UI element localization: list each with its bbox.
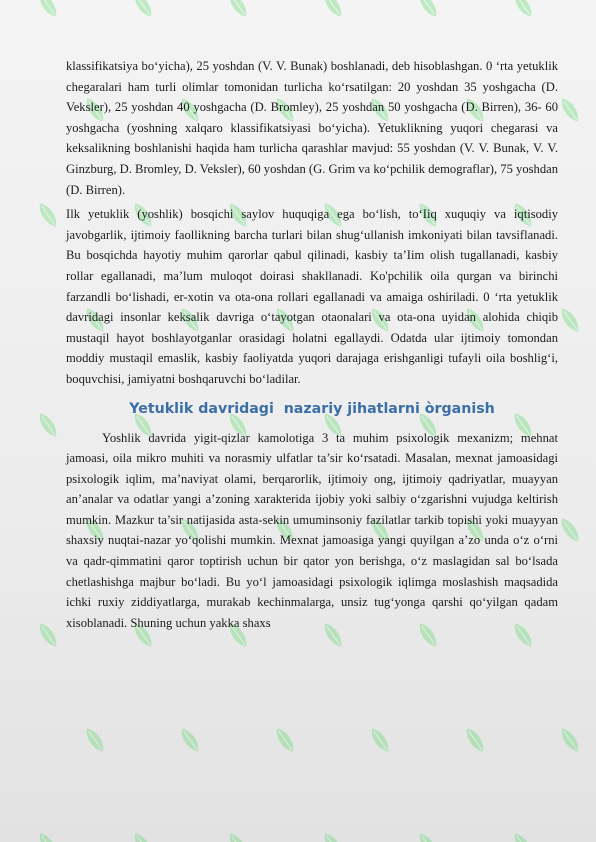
leaf-watermark-icon [460,723,490,757]
leaf-watermark-icon [555,723,585,757]
leaf-watermark-icon [33,408,63,442]
leaf-watermark-icon [318,0,348,22]
leaf-watermark-icon [508,828,538,842]
leaf-watermark-icon [508,0,538,22]
leaf-watermark-icon [33,618,63,652]
leaf-watermark-icon [33,198,63,232]
leaf-watermark-icon [128,828,158,842]
leaf-watermark-icon [33,0,63,22]
leaf-watermark-icon [223,828,253,842]
leaf-watermark-icon [555,303,585,337]
leaf-watermark-icon [555,93,585,127]
leaf-watermark-icon [270,723,300,757]
paragraph: Ilk yetuklik (yoshlik) bosqichi saylov huquqiga ega bo‘lish, to‘Iiq xuquqiy va iqtisodiy javobgarlik, ijtimoiy faollikning barcha turlari bilan shug‘ullanish imkoniyati bilan tavsiflanadi. Bu bosqichda hayotiy muhim qarorlar qabul qilinadi, kasbiy ta’Iim olish tugallanadi, kasbiy rollar egallanadi, ma’lum muloqot doirasi shakllanadi. Ko'pchilik oila qurgan va birinchi farzandli bo‘lishadi, er-xotin va ota-ona rollari egallanadi va amaiga oshiriladi. 0 ‘rta yetuklik davridagi insonlar keksalik davriga o‘tayotgan otaonalari va ota-ona uyidan alohida chiqib mustaqil hayot boshlayotganlar orasidagi holatni egallaydi. Odatda ular ijtimoiy tomondan moddiy mustaqil emaslik, kasbiy faoliyatda yuqori darajaga erishganligi tufayli oila boshlig‘i, boquvchisi, jamiyatni boshqaruvchi bo‘ladilar. [66,207,558,386]
leaf-watermark-icon [365,723,395,757]
leaf-watermark-icon [223,0,253,22]
leaf-watermark-icon [413,0,443,22]
leaf-watermark-icon [128,0,158,22]
section-heading: Yetuklik davridagi nazariy jihatlarni òrganish [129,400,495,417]
paragraph: klassifikatsiya bo‘yicha), 25 yoshdan (V. V. Bunak) boshlanadi, deb hisoblashgan. 0 ‘rta yetuklik chegaralari ham turli olimlar tomonidan turlicha ko‘rsatilgan: 20 yoshdan 35 yoshgacha (D. Veksler), 25 yoshdan 40 yoshgacha (D. Bromley), 25 yoshdan 50 yoshgacha (D. Birren), 36- 60 yoshgacha (yoshning xalqaro klassifikatsiyasi bo‘yicha). Yetuklikning yuqori chegarasi va keksalikning boshlanishi haqida ham turlicha qarashlar mavjud: 55 yoshdan (V. V. Bunak, V. V. Ginzburg, D. Bromley, D. Veksler), 60 yoshdan (G. Grim va ko‘pchilik demograflar), 75 yoshdan (D. Birren). [66,59,558,197]
document-body [66,56,558,637]
leaf-watermark-icon [175,723,205,757]
leaf-watermark-icon [33,828,63,842]
paragraph: Yoshlik davrida yigit-qizlar kamolotiga 3 ta muhim psixologik mexanizm; mehnat jamoasi, oila mikro muhiti va norasmiy ulfatlar ta’sir ko‘rsatadi. Masalan, mexnat jamoasidagi psixologik iqlim, ma’naviyat olami, berqarorlik, ijtimoiy ong, ijtimoiy qadriyatlar, muayyan an’analar va odatlar yangi a’zoning xarakterida ijobiy yoki salbiy o‘zgarishni vujudga keltirish mumkin. Mazkur ta’sir natijasida asta-sekin umuminsoniy fazilatlar tarkib topishi yoki muayyan shaxsiy nuqtai-nazar yo‘qolishi mumkin. Mexnat jamoasiga yangi quyilgan a’zo unda o‘z o‘rni va qadr-qimmatini qaror toptirish uchun bir qator yon berishga, o‘z maslagidan sal bo‘lsada chetlashishga majbur bo‘ladi. Bu yo‘l jamoasidagi psixologik iqlimga moslashish maqsadida ichki ruxiy ziddiyatlarga, murakab kechinmalarga, unsiz tug‘yonga qarshi qo‘yilgan qadam xisoblanadi. Shuning uchun yakka shaxs [66,430,558,630]
leaf-watermark-icon [555,513,585,547]
leaf-watermark-icon [80,723,110,757]
leaf-watermark-icon [413,828,443,842]
leaf-watermark-icon [318,828,348,842]
